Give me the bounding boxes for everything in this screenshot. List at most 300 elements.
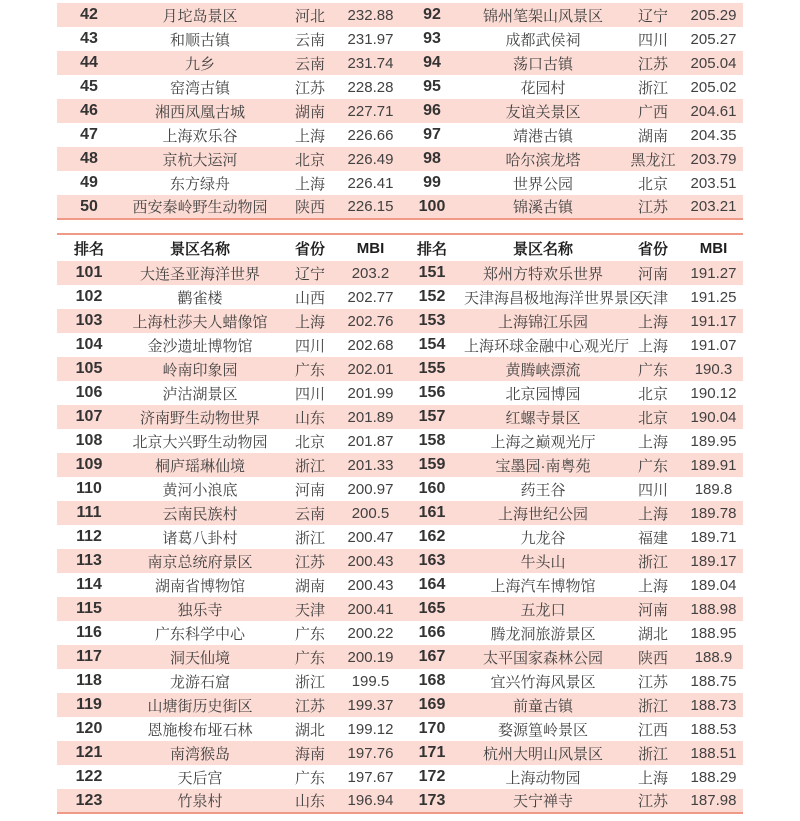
mbi-cell: 188.53 [690, 720, 737, 738]
mbi-cell: 231.97 [347, 30, 394, 48]
province-cell: 天津 [637, 289, 668, 307]
rank-cell: 157 [418, 408, 446, 425]
scenic-name-cell: 云南民族村 [162, 505, 238, 523]
mbi-cell: 204.35 [690, 126, 737, 144]
province-cell: 广东 [294, 361, 325, 379]
province-cell: 陕西 [294, 199, 325, 216]
province-cell: 上海 [637, 313, 668, 331]
province-cell: 云南 [294, 31, 325, 49]
province-cell: 河南 [637, 265, 668, 283]
rank-cell: 101 [75, 264, 103, 281]
rank-cell: 50 [80, 197, 98, 215]
mbi-cell: 201.99 [347, 384, 394, 402]
mbi-cell: 200.43 [347, 576, 394, 594]
province-cell: 江苏 [294, 553, 325, 571]
mbi-cell: 199.12 [347, 720, 394, 738]
rank-cell: 158 [418, 432, 446, 449]
mbi-cell: 205.27 [690, 30, 737, 48]
mbi-cell: 188.51 [690, 744, 737, 762]
table-row [57, 549, 743, 573]
mbi-cell: 200.22 [347, 624, 394, 642]
mbi-cell: 189.91 [690, 456, 737, 474]
rank-cell: 108 [75, 432, 103, 449]
rank-cell: 97 [423, 126, 441, 143]
scenic-name-cell: 天津海昌极地海洋世界景区 [464, 289, 645, 307]
mbi-cell: 191.27 [690, 264, 737, 282]
table-row [57, 27, 743, 51]
mbi-cell: 228.28 [347, 78, 394, 96]
scenic-name-cell: 哈尔滨龙塔 [505, 151, 581, 169]
table-row [57, 501, 743, 525]
province-cell: 上海 [637, 769, 668, 787]
province-cell: 广东 [637, 361, 668, 379]
scenic-name-cell: 黄河小浪底 [162, 481, 238, 499]
mbi-cell: 205.29 [690, 6, 737, 24]
scenic-name-cell: 郑州方特欢乐世界 [482, 265, 603, 283]
mbi-cell: 231.74 [347, 54, 394, 72]
mbi-cell: 196.94 [347, 792, 394, 809]
header-scenic-name-right: 景区名称 [512, 240, 573, 258]
province-cell: 浙江 [294, 673, 325, 691]
province-cell: 四川 [637, 31, 668, 49]
mbi-cell: 197.76 [347, 744, 394, 762]
table-row [57, 51, 743, 75]
rank-cell: 152 [418, 288, 446, 305]
scenic-name-cell: 北京园博园 [505, 385, 581, 403]
scenic-name-cell: 锦州笔架山风景区 [482, 7, 603, 25]
province-cell: 广东 [294, 769, 325, 787]
province-cell: 广东 [294, 625, 325, 643]
rank-cell: 162 [418, 528, 446, 545]
province-cell: 辽宁 [637, 7, 668, 25]
rank-cell: 98 [423, 150, 441, 167]
province-cell: 河南 [637, 601, 668, 619]
scenic-name-cell: 济南野生动物世界 [139, 409, 260, 427]
table-row [57, 693, 743, 717]
province-cell: 河北 [294, 7, 325, 25]
rank-cell: 155 [418, 360, 446, 377]
mbi-cell: 187.98 [690, 792, 737, 809]
province-cell: 江苏 [294, 79, 325, 97]
province-cell: 四川 [294, 337, 325, 355]
scenic-name-cell: 上海之巅观光厅 [490, 433, 596, 451]
province-cell: 辽宁 [294, 265, 325, 283]
scenic-name-cell: 上海环球金融中心观光厅 [464, 337, 630, 355]
province-cell: 浙江 [637, 553, 668, 571]
mbi-cell: 199.37 [347, 696, 394, 714]
rank-cell: 112 [76, 528, 102, 545]
table-row [57, 573, 743, 597]
scenic-name-cell: 黄腾峡漂流 [505, 361, 581, 379]
scenic-area-ranking-page [57, 0, 743, 814]
scenic-name-cell: 鹳雀楼 [177, 289, 223, 307]
scenic-name-cell: 月坨岛景区 [162, 7, 238, 25]
table-row [57, 429, 743, 453]
rank-cell: 100 [418, 197, 446, 215]
scenic-name-cell: 靖港古镇 [512, 127, 573, 145]
mbi-cell: 189.78 [690, 504, 737, 522]
rank-cell: 122 [75, 768, 103, 785]
scenic-name-cell: 杭州大明山风景区 [482, 745, 603, 763]
mbi-cell: 190.04 [690, 408, 737, 426]
scenic-name-cell: 竹泉村 [177, 793, 223, 810]
mbi-cell: 188.9 [694, 648, 733, 666]
table-row [57, 453, 743, 477]
scenic-name-cell: 宜兴竹海风景区 [490, 673, 596, 691]
scenic-name-cell: 西安秦岭野生动物园 [132, 199, 268, 216]
rank-cell: 153 [418, 312, 446, 329]
rank-cell: 46 [80, 102, 98, 119]
scenic-name-cell: 和顺古镇 [169, 31, 230, 49]
rank-cell: 103 [75, 312, 103, 329]
province-cell: 浙江 [294, 529, 325, 547]
table-row [57, 381, 743, 405]
province-cell: 山西 [294, 289, 325, 307]
mbi-cell: 226.66 [347, 126, 394, 144]
province-cell: 山东 [294, 409, 325, 427]
rank-cell: 47 [80, 126, 98, 143]
table-row [57, 75, 743, 99]
province-cell: 浙江 [294, 457, 325, 475]
province-cell: 湖北 [637, 625, 668, 643]
rank-cell: 171 [418, 744, 446, 761]
province-cell: 海南 [294, 745, 325, 763]
scenic-name-cell: 恩施梭布垭石林 [147, 721, 253, 739]
rank-cell: 109 [75, 456, 103, 473]
ranking-table-ranks-101-173 [57, 233, 743, 814]
scenic-name-cell: 山塘街历史街区 [147, 697, 253, 715]
table-row [57, 741, 743, 765]
province-cell: 广东 [637, 457, 668, 475]
rank-cell: 116 [76, 624, 102, 641]
mbi-cell: 200.47 [347, 528, 394, 546]
table-header-row [57, 234, 743, 261]
scenic-name-cell: 宝墨园·南粤苑 [495, 457, 591, 475]
mbi-cell: 227.71 [347, 102, 394, 120]
rank-cell: 121 [75, 744, 103, 761]
province-cell: 北京 [637, 385, 668, 403]
header-province-left: 省份 [294, 240, 325, 258]
province-cell: 陕西 [637, 649, 668, 667]
scenic-name-cell: 大连圣亚海洋世界 [139, 265, 260, 283]
province-cell: 湖南 [637, 127, 668, 145]
table-row [57, 645, 743, 669]
mbi-cell: 202.76 [347, 312, 394, 330]
scenic-name-cell: 上海杜莎夫人蜡像馆 [132, 313, 268, 331]
scenic-name-cell: 窑湾古镇 [169, 79, 230, 97]
rank-cell: 168 [418, 672, 446, 689]
header-rank-left: 排名 [73, 240, 104, 258]
scenic-name-cell: 友谊关景区 [505, 103, 581, 121]
mbi-cell: 200.43 [347, 552, 394, 570]
province-cell: 河南 [294, 481, 325, 499]
province-cell: 北京 [637, 175, 668, 193]
scenic-name-cell: 东方绿舟 [169, 175, 230, 193]
rank-cell: 42 [80, 6, 98, 23]
mbi-cell: 201.33 [347, 456, 394, 474]
table-row [57, 99, 743, 123]
scenic-name-cell: 荡口古镇 [512, 55, 573, 73]
rank-cell: 160 [418, 480, 446, 497]
province-cell: 天津 [294, 601, 325, 619]
rank-cell: 118 [76, 672, 102, 689]
mbi-cell: 190.12 [690, 384, 737, 402]
province-cell: 上海 [294, 313, 325, 331]
rank-cell: 114 [76, 576, 102, 593]
province-cell: 广西 [637, 103, 668, 121]
scenic-name-cell: 上海欢乐谷 [162, 127, 238, 145]
scenic-name-cell: 龙游石窟 [169, 673, 230, 691]
rank-cell: 115 [76, 600, 102, 617]
table-row [57, 597, 743, 621]
mbi-cell: 199.5 [351, 672, 390, 690]
province-cell: 湖南 [294, 103, 325, 121]
province-cell: 江苏 [637, 793, 668, 810]
ranking-table-ranks-42-100 [57, 3, 743, 220]
province-cell: 上海 [637, 505, 668, 523]
rank-cell: 93 [423, 30, 441, 47]
mbi-cell: 200.5 [351, 504, 390, 522]
table-row [57, 477, 743, 501]
table-row [57, 195, 743, 219]
scenic-name-cell: 独乐寺 [177, 601, 223, 619]
scenic-name-cell: 九乡 [184, 55, 215, 73]
mbi-cell: 226.49 [347, 150, 394, 168]
scenic-name-cell: 桐庐瑶琳仙境 [154, 457, 245, 475]
scenic-name-cell: 上海锦江乐园 [497, 313, 588, 331]
rank-cell: 49 [80, 174, 98, 191]
mbi-cell: 200.97 [347, 480, 394, 498]
province-cell: 江苏 [637, 199, 668, 216]
rank-cell: 102 [75, 288, 103, 305]
province-cell: 浙江 [637, 79, 668, 97]
province-cell: 江苏 [637, 55, 668, 73]
rank-cell: 170 [418, 720, 446, 737]
rank-cell: 111 [76, 504, 102, 521]
table-row [57, 765, 743, 789]
scenic-name-cell: 婺源篁岭景区 [497, 721, 588, 739]
province-cell: 福建 [637, 529, 668, 547]
table-row [57, 525, 743, 549]
province-cell: 湖北 [294, 721, 325, 739]
mbi-cell: 191.17 [690, 312, 737, 330]
mbi-cell: 191.07 [690, 336, 737, 354]
mbi-cell: 226.15 [347, 198, 394, 215]
scenic-name-cell: 药王谷 [520, 481, 566, 499]
scenic-name-cell: 太平国家森林公园 [482, 649, 603, 667]
mbi-cell: 190.3 [694, 360, 733, 378]
scenic-name-cell: 洞天仙境 [169, 649, 230, 667]
rank-cell: 156 [418, 384, 446, 401]
header-mbi-left: MBI [356, 239, 385, 257]
scenic-name-cell: 锦溪古镇 [512, 199, 573, 216]
mbi-cell: 188.98 [690, 600, 737, 618]
mbi-cell: 197.67 [347, 768, 394, 786]
scenic-name-cell: 北京大兴野生动物园 [132, 433, 268, 451]
province-cell: 江西 [637, 721, 668, 739]
scenic-name-cell: 世界公园 [512, 175, 573, 193]
province-cell: 上海 [637, 433, 668, 451]
mbi-cell: 200.41 [347, 600, 394, 618]
scenic-name-cell: 牛头山 [520, 553, 566, 571]
scenic-name-cell: 红螺寺景区 [505, 409, 581, 427]
province-cell: 北京 [294, 151, 325, 169]
rank-cell: 151 [418, 264, 446, 281]
scenic-name-cell: 南京总统府景区 [147, 553, 253, 571]
province-cell: 上海 [637, 337, 668, 355]
mbi-cell: 188.75 [690, 672, 737, 690]
scenic-name-cell: 成都武侯祠 [505, 31, 581, 49]
province-cell: 北京 [637, 409, 668, 427]
scenic-name-cell: 九龙谷 [520, 529, 566, 547]
mbi-cell: 202.01 [347, 360, 394, 378]
mbi-cell: 203.21 [690, 198, 737, 215]
rank-cell: 120 [75, 720, 103, 737]
rank-cell: 45 [80, 78, 98, 95]
rank-cell: 107 [75, 408, 103, 425]
rank-cell: 106 [75, 384, 103, 401]
rank-cell: 94 [423, 54, 441, 71]
province-cell: 北京 [294, 433, 325, 451]
rank-cell: 123 [75, 791, 103, 809]
province-cell: 云南 [294, 55, 325, 73]
rank-cell: 172 [418, 768, 446, 785]
rank-cell: 99 [423, 174, 441, 191]
scenic-name-cell: 腾龙洞旅游景区 [490, 625, 596, 643]
province-cell: 四川 [637, 481, 668, 499]
province-cell: 浙江 [637, 697, 668, 715]
province-cell: 上海 [294, 127, 325, 145]
rank-cell: 95 [423, 78, 441, 95]
scenic-name-cell: 花园村 [520, 79, 566, 97]
province-cell: 浙江 [637, 745, 668, 763]
rank-cell: 164 [418, 576, 446, 593]
table-row [57, 669, 743, 693]
scenic-name-cell: 诸葛八卦村 [162, 529, 238, 547]
scenic-name-cell: 广东科学中心 [154, 625, 245, 643]
rank-cell: 169 [418, 696, 446, 713]
table-row [57, 405, 743, 429]
mbi-cell: 188.29 [690, 768, 737, 786]
header-scenic-name-left: 景区名称 [169, 240, 230, 258]
mbi-cell: 202.68 [347, 336, 394, 354]
mbi-cell: 226.41 [347, 174, 394, 192]
scenic-name-cell: 上海动物园 [505, 769, 581, 787]
header-mbi-right: MBI [699, 239, 728, 257]
rank-cell: 166 [418, 624, 446, 641]
province-cell: 广东 [294, 649, 325, 667]
rank-cell: 167 [418, 648, 446, 665]
mbi-cell: 202.77 [347, 288, 394, 306]
table-row [57, 357, 743, 381]
scenic-name-cell: 天后宫 [177, 769, 223, 787]
mbi-cell: 201.89 [347, 408, 394, 426]
scenic-name-cell: 五龙口 [520, 601, 566, 619]
rank-cell: 161 [418, 504, 446, 521]
header-province-right: 省份 [637, 240, 668, 258]
rank-cell: 119 [76, 696, 102, 713]
mbi-cell: 191.25 [690, 288, 737, 306]
rank-cell: 113 [76, 552, 102, 569]
table-row [57, 261, 743, 285]
mbi-cell: 201.87 [347, 432, 394, 450]
table-row [57, 3, 743, 27]
table-row [57, 147, 743, 171]
rank-cell: 159 [418, 456, 446, 473]
province-cell: 云南 [294, 505, 325, 523]
table-row [57, 285, 743, 309]
rank-cell: 92 [423, 6, 441, 23]
province-cell: 江苏 [637, 673, 668, 691]
rank-cell: 44 [80, 54, 98, 71]
province-cell: 上海 [294, 175, 325, 193]
rank-cell: 104 [75, 336, 103, 353]
rank-cell: 154 [418, 336, 446, 353]
table-row [57, 789, 743, 813]
province-cell: 江苏 [294, 697, 325, 715]
table-row [57, 309, 743, 333]
mbi-cell: 189.17 [690, 552, 737, 570]
rank-cell: 163 [418, 552, 446, 569]
table-row [57, 171, 743, 195]
table-row [57, 621, 743, 645]
mbi-cell: 200.19 [347, 648, 394, 666]
scenic-name-cell: 天宁禅寺 [512, 793, 573, 810]
rank-cell: 105 [75, 360, 103, 377]
scenic-name-cell: 京杭大运河 [162, 151, 238, 169]
rank-cell: 48 [80, 150, 98, 167]
mbi-cell: 203.51 [690, 174, 737, 192]
province-cell: 黑龙江 [630, 151, 676, 169]
table-row [57, 123, 743, 147]
rank-cell: 43 [80, 30, 98, 47]
rank-cell: 96 [423, 102, 441, 119]
mbi-cell: 205.04 [690, 54, 737, 72]
mbi-cell: 188.95 [690, 624, 737, 642]
mbi-cell: 189.71 [690, 528, 737, 546]
table-row [57, 333, 743, 357]
rank-cell: 165 [418, 600, 446, 617]
scenic-name-cell: 湖南省博物馆 [154, 577, 245, 595]
rank-cell: 173 [418, 791, 446, 809]
mbi-cell: 188.73 [690, 696, 737, 714]
mbi-cell: 232.88 [347, 6, 394, 24]
scenic-name-cell: 南湾猴岛 [169, 745, 230, 763]
province-cell: 上海 [637, 577, 668, 595]
mbi-cell: 203.2 [351, 264, 390, 282]
scenic-name-cell: 湘西凤凰古城 [154, 103, 245, 121]
scenic-name-cell: 泸沽湖景区 [162, 385, 238, 403]
mbi-cell: 204.61 [690, 102, 737, 120]
mbi-cell: 189.95 [690, 432, 737, 450]
mbi-cell: 205.02 [690, 78, 737, 96]
mbi-cell: 189.04 [690, 576, 737, 594]
mbi-cell: 189.8 [694, 480, 733, 498]
province-cell: 四川 [294, 385, 325, 403]
province-cell: 湖南 [294, 577, 325, 595]
province-cell: 山东 [294, 793, 325, 810]
scenic-name-cell: 岭南印象园 [162, 361, 238, 379]
scenic-name-cell: 前童古镇 [512, 697, 573, 715]
rank-cell: 110 [76, 480, 102, 497]
header-rank-right: 排名 [416, 240, 447, 258]
mbi-cell: 203.79 [690, 150, 737, 168]
scenic-name-cell: 金沙遗址博物馆 [147, 337, 253, 355]
scenic-name-cell: 上海世纪公园 [497, 505, 588, 523]
scenic-name-cell: 上海汽车博物馆 [490, 577, 596, 595]
table-row [57, 717, 743, 741]
rank-cell: 117 [76, 648, 102, 665]
